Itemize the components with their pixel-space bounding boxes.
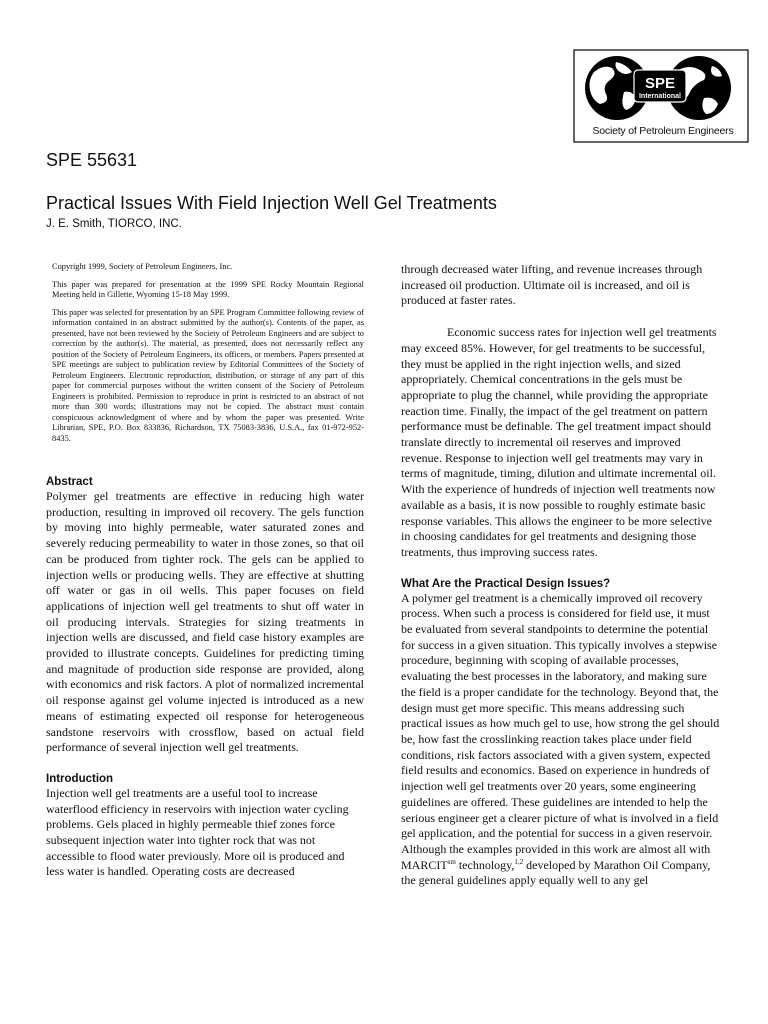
review-note: This paper was selected for presentation by an SPE Program Committee following review of information contained in an abstract submitted by the author(s). Contents of the paper, as presented, have not been reviewed by the Society of Petroleum Engineers and are subject to correction by the author(s). The material, as presented, does not necessarily reflect any position of the Society of Petroleum Engineers, its officers, or members. Papers presented at SPE meetings are subject to publication review by Editorial Committees of the Society of Petroleum Engineers. Electronic reproduction, distribution, or storage of any part of this paper for commercial purposes without the written consent of the Society of Petroleum Engineers is prohibited. Permission to reproduce in print is restricted to an abstract of not more than 300 words; illustrations may not be copied. The abstract must contain conspicuous acknowledgment of where and by whom the paper was presented. Write Librarian, SPE, P.O. Box 833836, Richardson, TX 75083-3836, U.S.A., fax 01-972-952-8435. [52,307,364,443]
logo-caption: Society of Petroleum Engineers [592,125,734,137]
introduction-text: Injection well gel treatments are a useful tool to increase waterflood efficiency in reservoirs with injection water cycling problems. Gels placed in highly permeable thief zones force subsequent injection water into tighter rock that was not accessible to flood water previously. More oil is produced and less water is handled. Operating costs are decreased [46,785,349,879]
introduction-heading: Introduction [46,772,114,785]
marcit-word: MARCIT [401,857,448,872]
design-issues-body: A polymer gel treatment is a chemically improved oil recovery process. When such a process is considered for field use, it must be evaluated from several standpoints to determine the potential for success in a given situation. This typically involves a stepwise procedure, beginning with scoping of available processes, evaluating the best processes in the laboratory, and making sure the field is a proper candidate for the technology. Beyond that, the design must get more specific. This means addressing such practical issues as how much gel to use, how strong the gel should be, how fast the crosslinking reaction takes place under field conditions, risk factors associated with a given system, expected field results and economics. Based on experience in hundreds of injection well gel treatments over 20 years, some engineering guidelines are offered. These guidelines are intended to help the serious engineer get a clearer picture of what is involved in a field gel application, and the potential for success in a given reservoir. Although the examples provided in this work are almost all with [401,590,720,856]
design-issues-text [401,591,723,889]
logo-badge-top: SPE [644,75,676,92]
marcit-servicemark: sm [447,857,456,866]
spe-logo [572,48,750,144]
marcit-after: technology, [455,857,515,872]
abstract-heading: Abstract [46,476,93,488]
left-column [46,262,364,880]
intro-continuation: through decreased water lifting, and revenue increases through increased oil production. Ultimate oil is increased, and oil is produced at faster rates. [401,262,703,308]
paper-number: SPE 55631 [46,150,138,170]
design-issues-end: developed by Marathon Oil Company, the general guidelines apply equally well to any gel [401,857,711,888]
design-issues-heading: What Are the Practical Design Issues? [401,577,611,590]
paper-title: Practical Issues With Field Injection Well Gel Treatments [46,193,497,213]
reference-superscript: 1,2 [514,857,524,866]
logo-badge-bottom: International [638,93,682,100]
abstract-text: Polymer gel treatments are effective in reducing high water production, resulting in improved oil recovery. The gels function by moving into highly permeable, water saturated zones and severely reducing permeability to water in those zones, so that oil can be produced from tighter rock. The gels can be applied to injection wells or producing wells. They are effective at shutting off water or gas in oil wells. This paper focuses on field applications of injection well gel treatments to shut off water in oil producing intervals. Strategies for sizing treatments in injection wells are discussed, and field case history examples are provided to illustrate concepts. Guidelines for predicting timing and magnitude of production side response are provided, along with economics and risk factors. A plot of normalized incremental oil response against gel volume injected is introduced as a new means of estimating expected oil response for heterogeneous sandstone reservoirs with crossflow, based on actual field performance of several injection well gel treatments. [46,489,364,755]
success-rate-paragraph: Economic success rates for injection well gel treatments may exceed 85%. However, for gel treatments to be successful, they must be applied in the right injection wells, and sized appropriately. Chemical concentrations in the gels must be appropriate to plug the channel, while providing the appropriate reaction time. Finally, the impact of the gel treatment on pattern performance must be definable. The gel treatment impact should translate directly to incremental oil reserves and improved revenue. Response to injection well gel treatments may vary in terms of magnitude, timing, dilution and ultimate incremental oil. With the experience of hundreds of injection well treatments now available as a basis, it is now possible to roughly estimate basic response variables. This allows the engineer to be more selective in choosing candidates for gel treatments and designing those treatments, thus improving success rates. [401,325,717,559]
presentation-note: This paper was prepared for presentation at the 1999 SPE Rocky Mountain Regional Meeting held in Gillette, Wyoming 15-18 May 1999. [52,279,364,299]
right-column [401,262,723,889]
copyright-line: Copyright 1999, Society of Petroleum Engineers, Inc. [52,262,233,271]
copyright-notice [46,262,364,444]
paper-author: J. E. Smith, TIORCO, INC. [46,218,182,230]
